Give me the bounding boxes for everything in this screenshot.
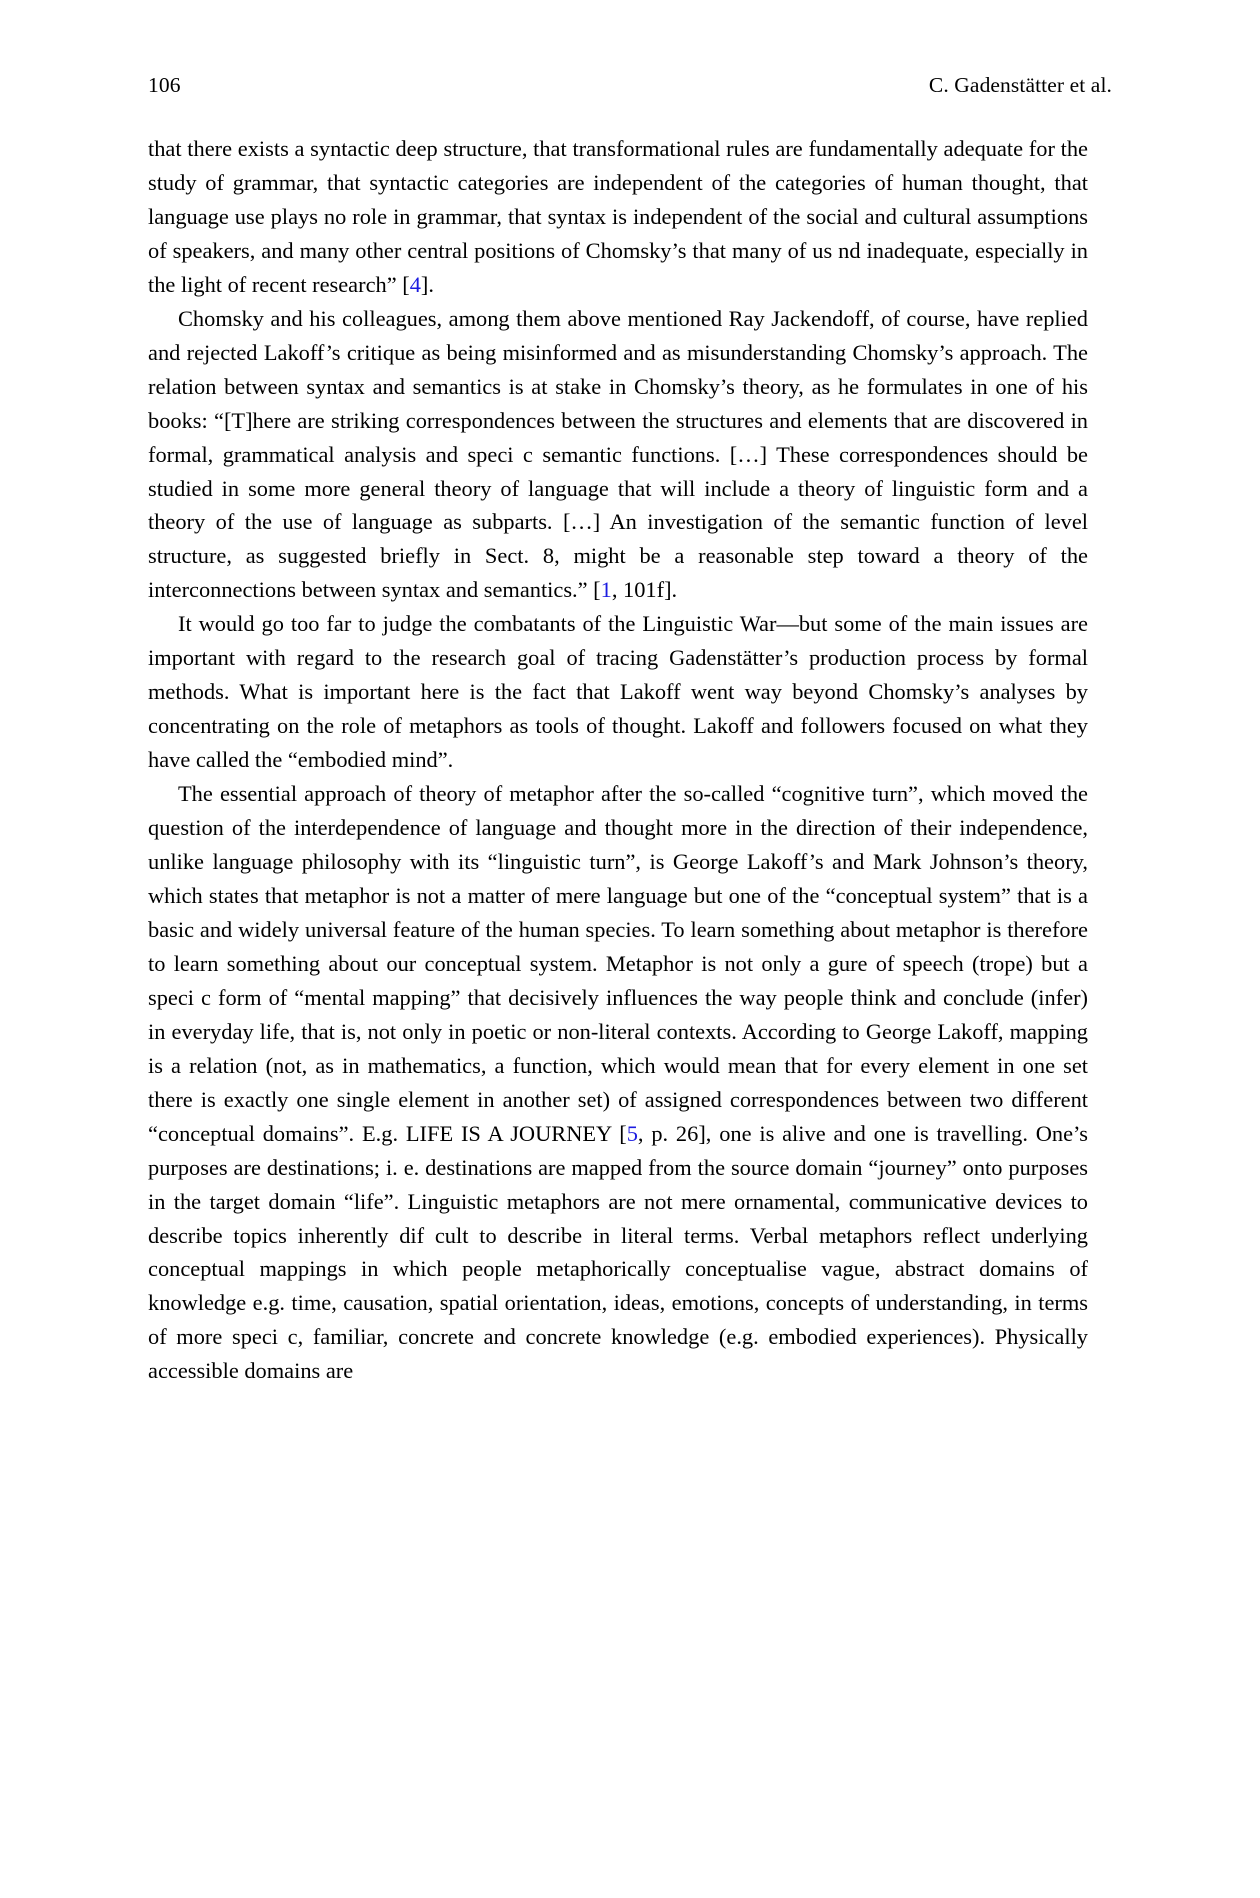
citation-link[interactable]: 1 [600, 577, 612, 603]
para-linguistic-war: It would go too far to judge the combatants of the Linguistic War—but some of the main issues are important with regard to the research goal of tracing Gadenstätter’s production process by formal methods. What is important here is the fact that Lakoff went way beyond Chomsky’s analyses by concentrating on the role of metaphors as tools of thought. Lakoff and followers focused on what they have called the “embodied mind”. [148, 611, 1088, 773]
para-cognitive-turn: The essential approach of theory of metaphor after the so-called “cognitive turn”, which moved the question of the interdependence of language and thought more in the direction of their independence, unlike language philosophy with its “linguistic turn”, is George Lakoff’s and Mark Johnson’s theory, which states that metaphor is not a matter of mere language but one of the “conceptual system” that is a basic and widely universal feature of the human species. To learn something about metaphor is therefore to learn something about our conceptual system. Metaphor is not only a gure of speech (trope) but a speci c form of “mental mapping” that decisively influences the way people think and conclude (infer) in everyday life, that is, not only in poetic or non-literal contexts. According to George Lakoff, mapping is a relation (not, as in mathematics, a function, which would mean that for every element in one set there is exactly one single element in another set) of assigned correspondences between two different “conceptual domains”. E.g. LIFE IS A JOURNEY [5, p. 26], one is alive and one is travelling. One’s purposes are destinations; i. e. destinations are mapped from the source domain “journey” onto purposes in the target domain “life”. Linguistic metaphors are not mere ornamental, communicative devices to describe topics inherently dif cult to describe in literal terms. Verbal metaphors reflect underlying conceptual mappings in which people metaphorically conceptualise vague, abstract domains of knowledge e.g. time, causation, spatial orientation, ideas, emotions, concepts of understanding, in terms of more speci c, familiar, concrete and concrete knowledge (e.g. embodied experiences). Physically accessible domains are [148, 781, 1088, 1384]
page-number: 106 [148, 73, 181, 97]
running-head-authors: C. Gadenstätter et al. [928, 73, 1112, 97]
citation-link[interactable]: 5 [626, 1120, 638, 1146]
body-text-column [148, 132, 1088, 1388]
para-chomsky-colleagues: Chomsky and his colleagues, among them above mentioned Ray Jackendoff, of course, have replied and rejected Lakoff’s critique as being misinformed and as misunderstanding Chomsky’s approach. The relation between syntax and semantics is at stake in Chomsky’s theory, as he formulates in one of his books: “[T]here are striking correspondences between the structures and elements that are discovered in formal, grammatical analysis and speci c semantic functions. […] These correspondences should be studied in some more general theory of language that will include a theory of linguistic form and a theory of the use of language as subparts. […] An investigation of the semantic function of level structure, as suggested briefly in Sect. 8, might be a reasonable step toward a theory of the interconnections between syntax and semantics.” [1, 101f]. [148, 305, 1088, 603]
running-head [148, 72, 1112, 98]
para-continuation: that there exists a syntactic deep structure, that transformational rules are fundamentally adequate for the study of grammar, that syntactic categories are independent of the categories of human thought, that language use plays no role in grammar, that syntax is independent of the social and cultural assumptions of speakers, and many other central positions of Chomsky’s that many of us nd inadequate, especially in the light of recent research” [4]. [148, 136, 1088, 297]
citation-link[interactable]: 4 [409, 271, 421, 297]
